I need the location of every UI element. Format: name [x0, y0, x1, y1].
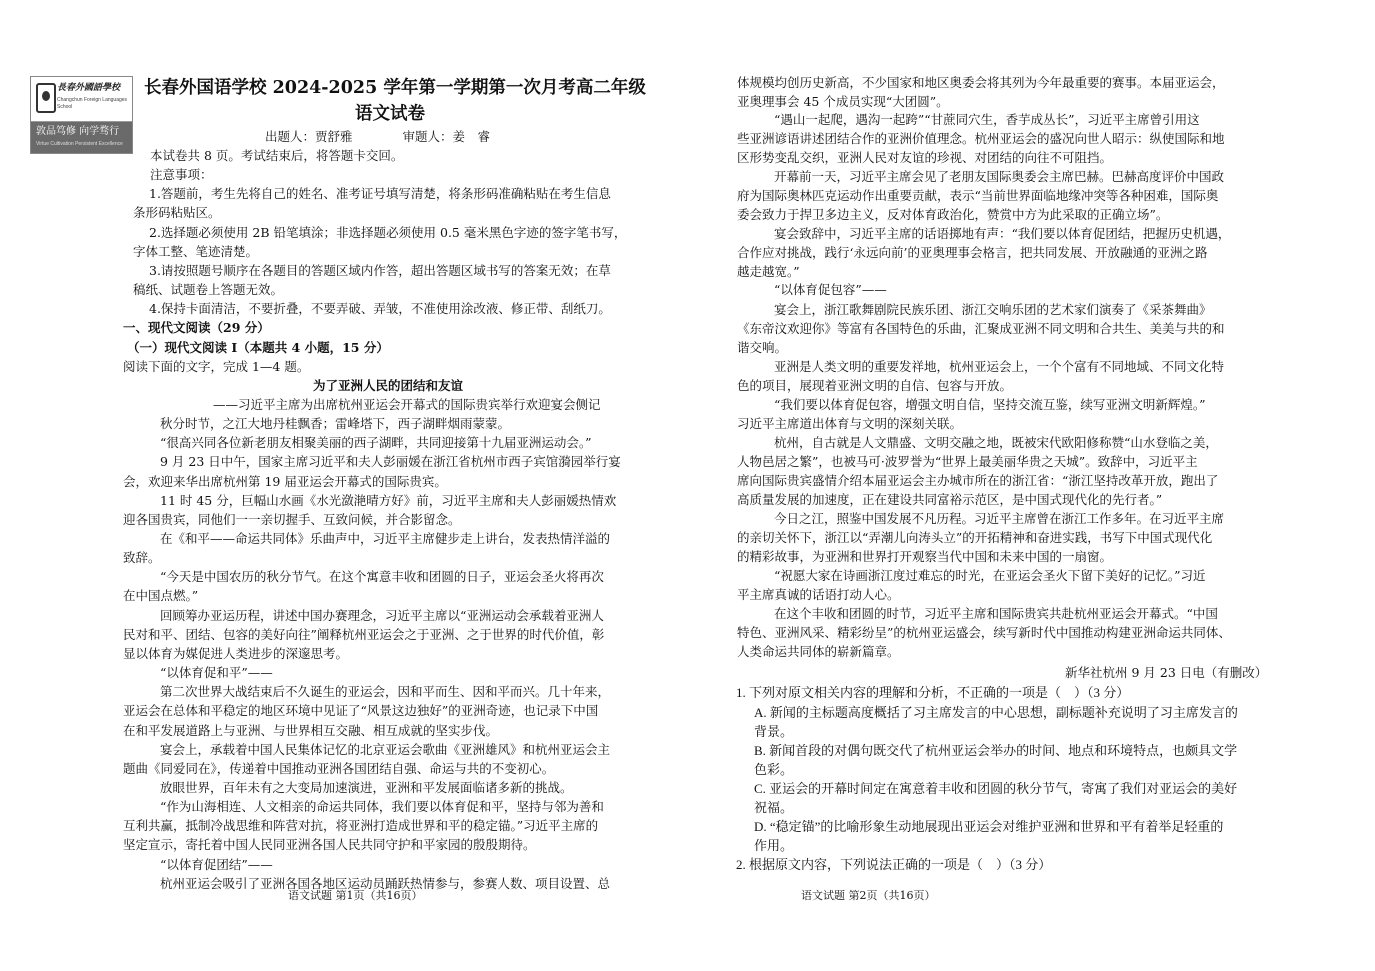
- right-line: 杭州，自古就是人文鼎盛、文明交融之地，既被宋代欧阳修称赞“山水登临之美，: [774, 435, 1218, 450]
- right-line: 高质量发展的加速度，正在建设共同富裕示范区，是中国式现代化的先行者。”: [737, 492, 1163, 507]
- exam-title: 长春外国语学校 2024-2025 学年第一学期第一次月考高二年级: [144, 78, 646, 98]
- left-line: 条形码粘贴区。: [133, 205, 221, 221]
- left-line: “很高兴同各位新老朋友相聚美丽的西子湖畔，共同迎接第十九届亚洲运动会。”: [160, 435, 592, 451]
- left-line: 亚运会在总体和平稳定的地区环境中见证了“风景这边独好”的亚洲奇迹，也记录下中国: [123, 703, 599, 719]
- right-line: 的精彩故事，为亚洲和世界打开观察当代中国和未来中国的一扇窗。: [737, 549, 1113, 564]
- left-line: 11 时 45 分，巨幅山水画《水光潋滟晴方好》前，习近平主席和夫人彭丽媛热情欢: [160, 492, 617, 508]
- right-line: 宴会上，浙江歌舞剧院民族乐团、浙江交响乐团的艺术家们演奏了《采茶舞曲》: [774, 302, 1212, 317]
- right-line: “遇山一起爬，遇沟一起跨”“甘蔗同穴生，香芋成丛长”，习近平主席曾引用这: [774, 112, 1200, 127]
- left-line: “今天是中国农历的秋分节气。在这个寓意丰收和团圆的日子，亚运会圣火将再次: [160, 569, 604, 585]
- right-line: 宴会致辞中，习近平主席的话语掷地有声：“我们要以体育促团结，把握历史机遇，: [774, 226, 1231, 241]
- left-line: 互利共赢，抵制冷战思维和阵营对抗，将亚洲打造成世界和平的稳定锚。”习近平主席的: [123, 818, 599, 834]
- right-line: 席向国际贵宾盛情介绍本届亚运会主办城市所在的浙江省：“浙江坚持改革开放，跑出了: [737, 473, 1219, 488]
- left-line: “作为山海相连、人文相亲的命运共同体，我们要以体育促和平，坚持与邻为善和: [160, 799, 604, 815]
- right-line: 合作应对挑战，践行‘永远向前’的亚奥理事会格言，把共同发展、开放融通的亚洲之路: [737, 245, 1208, 260]
- left-line: 为了亚洲人民的团结和友谊: [313, 377, 464, 393]
- left-line: 秋分时节，之江大地丹桂飘香；雷峰塔下，西子湖畔烟雨蒙蒙。: [160, 416, 511, 432]
- right-line: 新华社杭州 9 月 23 日电（有删改）: [1065, 665, 1268, 680]
- left-line: 稿纸、试题卷上答题无效。: [133, 282, 284, 298]
- right-line: 府为国际奥林匹克运动作出重要贡献，表示“当前世界面临地缘冲突等各种困难，国际奥: [737, 188, 1219, 203]
- left-line: 9 月 23 日中午，国家主席习近平和夫人彭丽媛在浙江省杭州市西子宾馆漪园举行宴: [160, 454, 621, 470]
- logo-top: [31, 77, 132, 122]
- left-line: 注意事项：: [150, 167, 213, 183]
- left-line: 第二次世界大战结束后不久诞生的亚运会，因和平而生、因和平而兴。几十年来，: [160, 684, 611, 700]
- right-line: 委会致力于捍卫多边主义，反对体育政治化，赞赏中方为此采取的正确立场”。: [737, 207, 1169, 222]
- logo-bottom: [31, 122, 132, 153]
- left-line: 杭州亚运会吸引了亚洲各国各地区运动员踊跃热情参与，参赛人数、项目设置、总: [160, 875, 611, 891]
- right-line: 人物邑居之繁”，也被马可·波罗誉为“世界上最美丽华贵之天城”。致辞中，习近平主: [737, 454, 1198, 469]
- left-line: 题曲《同爱同在》，传递着中国推动亚洲各国团结自强、命运与共的不变初心。: [123, 760, 555, 776]
- left-line: 民对和平、团结、包容的美好向往”阐释杭州亚运会之于亚洲、之于世界的时代价值，彰: [123, 626, 605, 642]
- left-line: 本试卷共 8 页。考试结束后，将答题卡交回。: [150, 148, 404, 163]
- right-line: 《东帝汶欢迎你》等富有各国特色的乐曲，汇聚成亚洲不同文明和合共生、美美与共的和: [737, 321, 1225, 336]
- left-line: 坚定宣示，寄托着中国人民同亚洲各国人民共同守护和平家园的殷殷期待。: [123, 837, 536, 853]
- left-line: 阅读下面的文字，完成 1—4 题。: [123, 358, 310, 374]
- left-line: 放眼世界，百年未有之大变局加速演进，亚洲和平发展面临诸多新的挑战。: [160, 779, 573, 795]
- question-line: 祝福。: [754, 800, 794, 815]
- right-line: “我们要以体育促包容，增强文明自信，坚持交流互鉴，续写亚洲文明新辉煌。”: [774, 397, 1206, 412]
- right-line: 谐交响。: [737, 340, 788, 355]
- right-line: 今日之江，照鉴中国发展不凡历程。习近平主席曾在浙江工作多年。在习近平主席: [774, 511, 1225, 526]
- right-line: 区形势变乱交织，亚洲人民对友谊的珍视、对团结的向往不可阻挡。: [737, 150, 1113, 165]
- right-line: 的亲切关怀下，浙江以“弄潮儿向涛头立”的开拓精神和奋进实践，书写下中国式现代化: [737, 530, 1213, 545]
- question-line: 色彩。: [754, 762, 794, 777]
- question-line: 1. 下列对原文相关内容的理解和分析，不正确的一项是（ ）（3 分）: [736, 685, 1130, 700]
- question-line: 背景。: [754, 724, 794, 739]
- left-line: 回顾筹办亚运历程，讲述中国办赛理念，习近平主席以“亚洲运动会承载着亚洲人: [160, 607, 604, 623]
- question-line: A. 新闻的主标题高度概括了习主席发言的中心思想，副标题补充说明了习主席发言的: [754, 705, 1238, 720]
- left-line: 在《和平——命运共同体》乐曲声中，习近平主席健步走上讲台，发表热情洋溢的: [160, 531, 611, 546]
- left-line: 显以体育为媒促进人类进步的深邃思考。: [123, 645, 349, 661]
- logo-motto: 敦品笃修 向学骛行: [36, 126, 120, 137]
- page-footer-right: 语文试题 第2页（共16页）: [801, 889, 936, 902]
- question-line: 2. 根据原文内容，下列说法正确的一项是（ ）（3 分）: [736, 857, 1052, 872]
- right-line: 人类命运共同体的崭新篇章。: [737, 644, 900, 659]
- exam-authors: 出题人：贾舒雅 审题人：姜 睿: [265, 129, 491, 144]
- left-line: ——习近平主席为出席杭州亚运会开幕式的国际贵宾举行欢迎宴会侧记: [213, 396, 601, 412]
- question-line: D. “稳定锚”的比喻形象生动地展现出亚运会对维护亚洲和世界和平有着举足轻重的: [754, 819, 1224, 834]
- left-line: 1.答题前，考生先将自己的姓名、准考证号填写清楚，将条形码准确粘贴在考生信息: [149, 186, 611, 202]
- right-line: 特色、亚洲风采、精彩纷呈”的杭州亚运盛会，续写新时代中国推动构建亚洲命运共同体、: [737, 625, 1231, 640]
- question-line: B. 新闻首段的对偶句既交代了杭州亚运会举办的时间、地点和环境特点，也颇具文学: [754, 743, 1238, 758]
- left-line: “以体育促和平”——: [160, 665, 273, 681]
- left-line: 字体工整、笔迹清楚。: [133, 243, 259, 259]
- right-line: 平主席真诚的话语打动人心。: [737, 587, 900, 602]
- left-line: 致辞。: [123, 550, 161, 566]
- left-line: 2.选择题必须使用 2B 铅笔填涂；非选择题必须使用 0.5 毫米黑色字迹的签字笔书写，: [149, 224, 627, 240]
- exam-subtitle: 语文试卷: [355, 104, 425, 124]
- school-logo: [30, 76, 133, 154]
- question-line: 作用。: [754, 838, 794, 853]
- logo-motto-english: Virtue Cultivation Persistent Excellence: [36, 141, 123, 147]
- school-emblem-icon: [36, 83, 56, 113]
- left-line: 3.请按照题号顺序在各题目的答题区域内作答，超出答题区域书写的答案无效；在草: [149, 262, 611, 278]
- right-line: 色的项目，展现着亚洲文明的自信、包容与开放。: [737, 378, 1013, 393]
- right-line: 习近平主席道出体育与文明的深刻关联。: [737, 416, 963, 431]
- left-line: 在中国点燃。”: [123, 588, 199, 604]
- page-footer-left: 语文试题 第1页（共16页）: [288, 889, 423, 902]
- left-line: 会，欢迎来华出席杭州第 19 届亚运会开幕式的国际贵宾。: [123, 473, 447, 489]
- left-line: 宴会上，承载着中国人民集体记忆的北京亚运会歌曲《亚洲雄风》和杭州亚运会主: [160, 741, 611, 757]
- right-line: 在这个丰收和团圆的时节，习近平主席和国际贵宾共赴杭州亚运会开幕式。“中国: [774, 606, 1218, 621]
- left-line: 在和平发展道路上与亚洲、与世界相互交融、相互成就的坚实步伐。: [123, 722, 499, 738]
- right-line: “祝愿大家在诗画浙江度过难忘的时光，在亚运会圣火下留下美好的记忆。”习近: [774, 568, 1206, 583]
- left-line: （一）现代文阅读 I（本题共 4 小题，15 分）: [127, 339, 389, 355]
- left-line: 迎各国贵宾，同他们一一亲切握手、互致问候，并合影留念。: [123, 511, 461, 527]
- page-right: [688, 0, 1375, 971]
- left-line: 4.保持卡面清洁，不要折叠，不要弄破、弄皱，不准使用涂改液、修正带、刮纸刀。: [149, 301, 611, 317]
- right-line: 开幕前一天，习近平主席会见了老朋友国际奥委会主席巴赫。巴赫高度评价中国政: [774, 169, 1225, 184]
- right-line: 亚奥理事会 45 个成员实现“大团圆”。: [737, 94, 949, 109]
- left-line: “以体育促团结”——: [160, 856, 273, 872]
- logo-school-name: 長春外國語學校: [57, 83, 121, 93]
- right-line: 亚洲是人类文明的重要发祥地，杭州亚运会上，一个个富有不同地域、不同文化特: [774, 359, 1225, 374]
- right-line: 体规模均创历史新高，不少国家和地区奥委会将其列为今年最重要的赛事。本届亚运会，: [737, 75, 1225, 90]
- left-line: 一、现代文阅读（29 分）: [123, 320, 270, 336]
- logo-school-english: Changchun Foreign Languages School: [57, 97, 128, 110]
- right-line: 越走越宽。”: [737, 264, 800, 279]
- question-line: C. 亚运会的开幕时间定在寓意着丰收和团圆的秋分节气，寄寓了我们对亚运会的美好: [754, 781, 1238, 796]
- right-line: “以体育促包容”——: [774, 282, 887, 297]
- right-line: 些亚洲谚语讲述团结合作的亚洲价值理念。杭州亚运会的盛况向世人昭示：纵使国际和地: [737, 131, 1225, 146]
